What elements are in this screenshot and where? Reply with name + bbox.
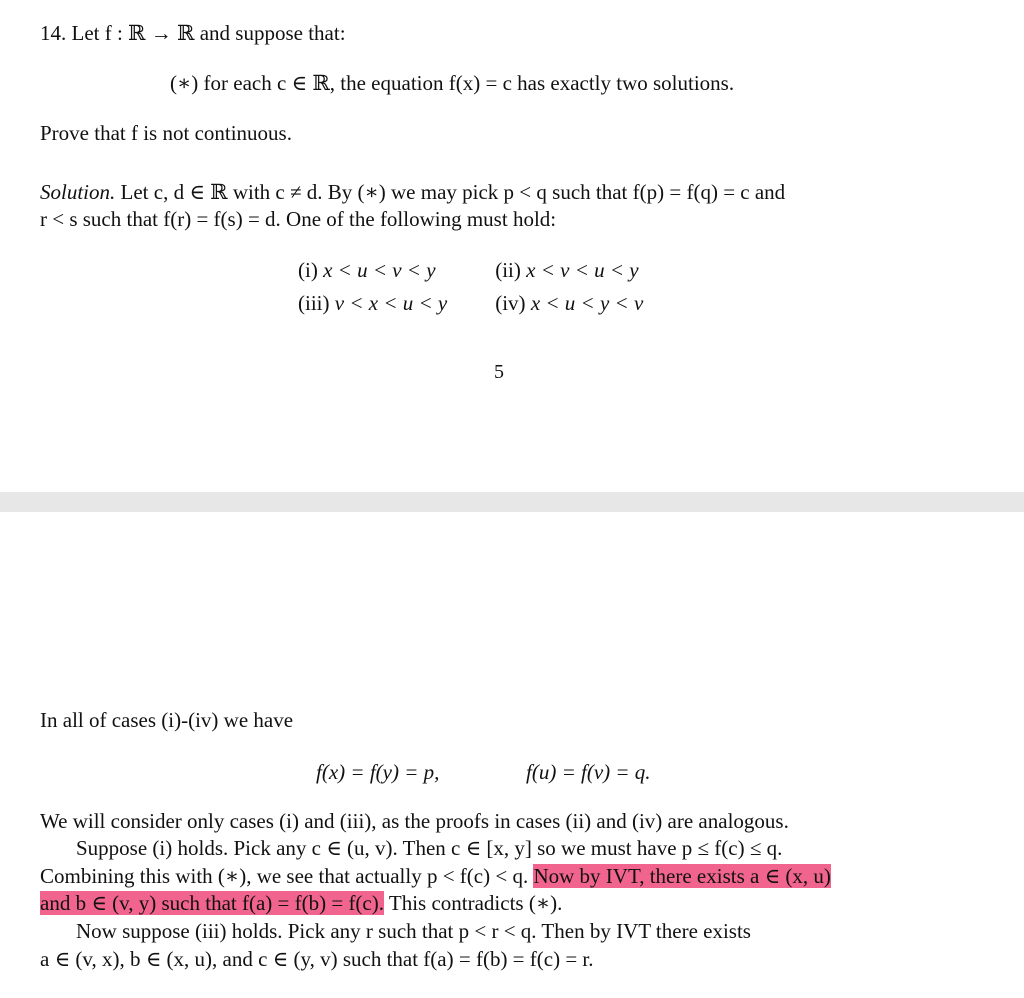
page-number: 5 <box>494 361 504 383</box>
solution-line-2: r < s such that f(r) = f(s) = d. One of the following must hold: <box>40 207 557 231</box>
cases-table <box>298 258 643 324</box>
problem-statement: Let f : ℝ → ℝ and suppose that: <box>71 21 346 45</box>
highlight-ivt-2: and b ∈ (v, y) such that f(a) = f(b) = f(c). <box>40 891 384 915</box>
paragraph-2-line-2 <box>40 863 831 889</box>
problem-header <box>40 20 346 46</box>
paragraph-3-line-2: a ∈ (v, x), b ∈ (x, u), and c ∈ (y, v) such that f(a) = f(b) = f(c) = r. <box>40 947 594 971</box>
paragraph-2-line-3 <box>40 890 562 916</box>
problem-condition: (∗) for each c ∈ ℝ, the equation f(x) = c has exactly two solutions. <box>170 71 735 95</box>
cases-row <box>298 258 643 291</box>
solution-line-1 <box>40 179 785 205</box>
problem-goal: Prove that f is not continuous. <box>40 121 292 145</box>
paragraph-3-line-1: Now suppose (iii) holds. Pick any r such that p < r < q. Then by IVT there exists <box>76 919 751 943</box>
display-equation-2: f(u) = f(v) = q. <box>526 760 651 784</box>
problem-number: 14. <box>40 21 67 45</box>
page-separator <box>0 492 1024 512</box>
cases-intro: In all of cases (i)-(iv) we have <box>40 708 294 732</box>
paragraph-2-text-a: Combining this with (∗), we see that actually p < f(c) < q. <box>40 864 534 888</box>
case-iii: (iii) v < x < u < y <box>298 291 448 315</box>
paragraph-2-line-1: Suppose (i) holds. Pick any c ∈ (u, v). Then c ∈ [x, y] so we must have p ≤ f(c) ≤ q. <box>76 836 783 860</box>
paragraph-1: We will consider only cases (i) and (iii), as the proofs in cases (ii) and (iv) are analogous. <box>40 809 789 833</box>
case-i: (i) x < u < v < y <box>298 258 436 282</box>
solution-text-1: Let c, d ∈ ℝ with c ≠ d. By (∗) we may pick p < q such that f(p) = f(q) = c and <box>120 180 786 204</box>
paragraph-2-text-b: This contradicts (∗). <box>384 891 563 915</box>
cases-row <box>298 291 643 324</box>
case-ii: (ii) x < v < u < y <box>495 258 639 282</box>
case-iv: (iv) x < u < y < v <box>495 291 644 315</box>
solution-label: Solution. <box>40 180 116 204</box>
display-equation-1: f(x) = f(y) = p, <box>316 760 440 784</box>
highlight-ivt-1: Now by IVT, there exists a ∈ (x, u) <box>533 864 831 888</box>
